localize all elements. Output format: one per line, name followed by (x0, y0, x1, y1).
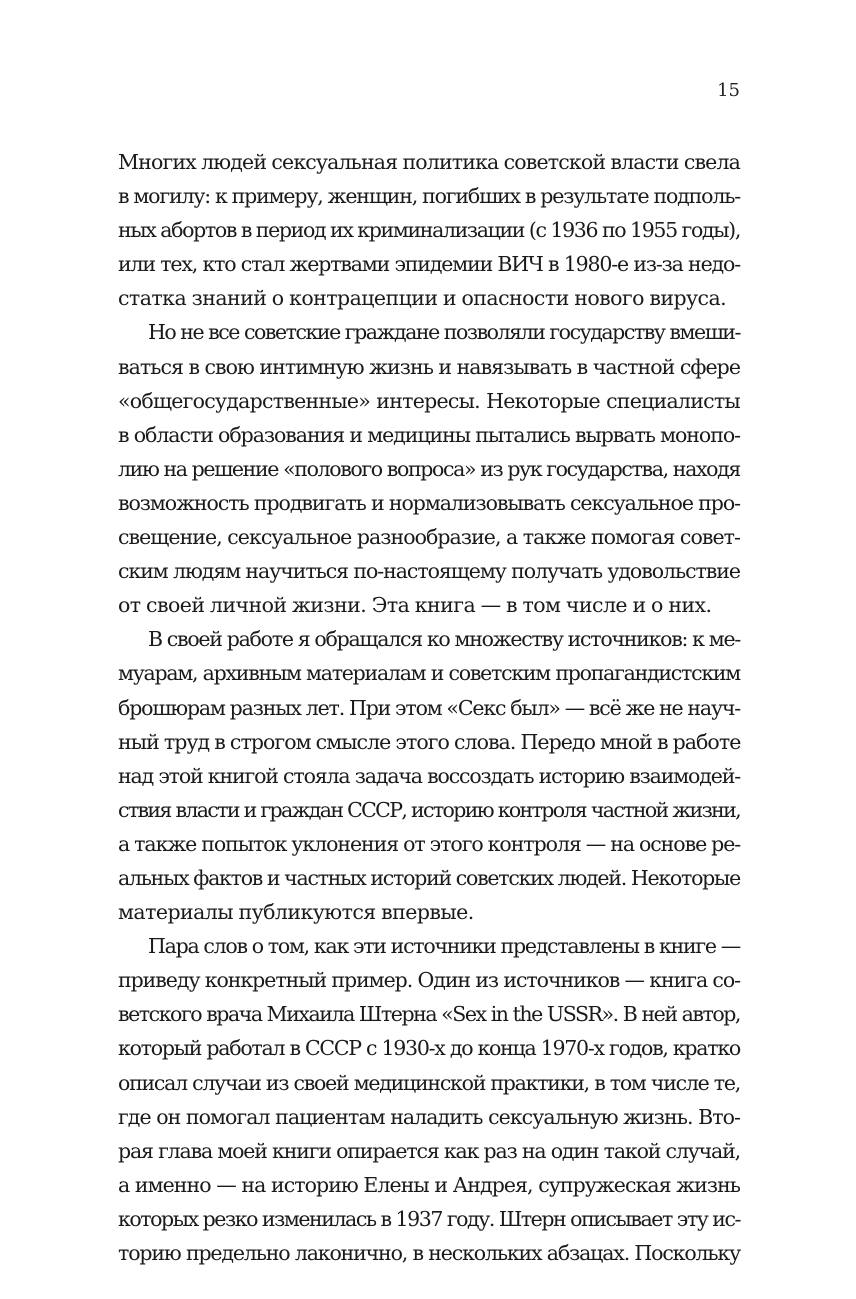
text-line: приведу конкретный пример. Один из источников — книга со- (118, 968, 740, 993)
text-line: ветского врача Михаила Штерна «Sex in the USSR». В ней автор, (118, 1002, 740, 1027)
text-line: или тех, кто стал жертвами эпидемии ВИЧ в 1980-е из-за недо- (118, 252, 740, 277)
text-line: возможность продвигать и нормализовывать сексуальное про- (118, 490, 740, 515)
body-text (118, 145, 740, 1270)
text-line: свещение, сексуальное разнообразие, а также помогая совет- (118, 525, 740, 550)
text-line: который работал в СССР с 1930-х до конца 1970-х годов, кратко (118, 1036, 740, 1061)
text-line: Пара слов о том, как эти источники представлены в книге — (148, 934, 740, 959)
text-line: ваться в свою интимную жизнь и навязывать в частной сфере (118, 354, 740, 379)
text-line: В своей работе я обращался ко множеству источников: к ме- (148, 627, 740, 652)
text-line: где он помогал пациентам наладить сексуальную жизнь. Вто- (118, 1104, 740, 1129)
text-line: торию предельно лаконично, в нескольких абзацах. Поскольку (118, 1241, 740, 1265)
text-line: ствия власти и граждан СССР, историю контроля частной жизни, (118, 797, 740, 822)
text-line: ных абортов в период их криминализации (с 1936 по 1955 годы), (118, 218, 740, 243)
text-line: альных фактов и частных историй советских людей. Некоторые (118, 865, 740, 890)
text-line: ским людям научиться по-настоящему получать удовольствие (118, 559, 740, 584)
text-line: ный труд в строгом смысле этого слова. Передо мной в работе (118, 729, 741, 754)
text-line: рая глава моей книги опирается как раз на один такой случай, (118, 1138, 740, 1163)
text-line: Но не все советские граждане позволяли государству вмеши- (148, 320, 740, 345)
text-line: Многих людей сексуальная политика советской власти свела (118, 150, 740, 174)
text-line: в могилу: к примеру, женщин, погибших в результате подполь- (118, 184, 740, 209)
text-line: описал случаи из своей медицинской практики, в том числе те, (118, 1070, 740, 1095)
text-line: муарам, архивным материалам и советским пропагандистским (118, 661, 740, 686)
text-line: а именно — на историю Елены и Андрея, супружеская жизнь (118, 1172, 740, 1197)
text-line: над этой книгой стояла задача воссоздать историю взаимодей- (118, 763, 740, 788)
text-line: материалы публикуются впервые. (118, 900, 474, 925)
text-line: в области образования и медицины пытались вырвать монопо- (118, 422, 740, 447)
text-line: от своей личной жизни. Эта книга — в том числе и о них. (118, 593, 712, 618)
page-number: 15 (717, 80, 740, 101)
text-line: статка знаний о контрацепции и опасности нового вируса. (118, 286, 727, 311)
text-line: брошюрам разных лет. При этом «Секс был» — всё же не науч- (118, 695, 741, 720)
text-line: которых резко изменилась в 1937 году. Штерн описывает эту ис- (118, 1206, 740, 1231)
text-line: лию на решение «полового вопроса» из рук государства, находя (118, 456, 740, 481)
text-line: «общегосударственные» интересы. Некоторые специалисты (118, 388, 740, 413)
text-line: а также попыток уклонения от этого контроля — на основе ре- (118, 831, 741, 856)
